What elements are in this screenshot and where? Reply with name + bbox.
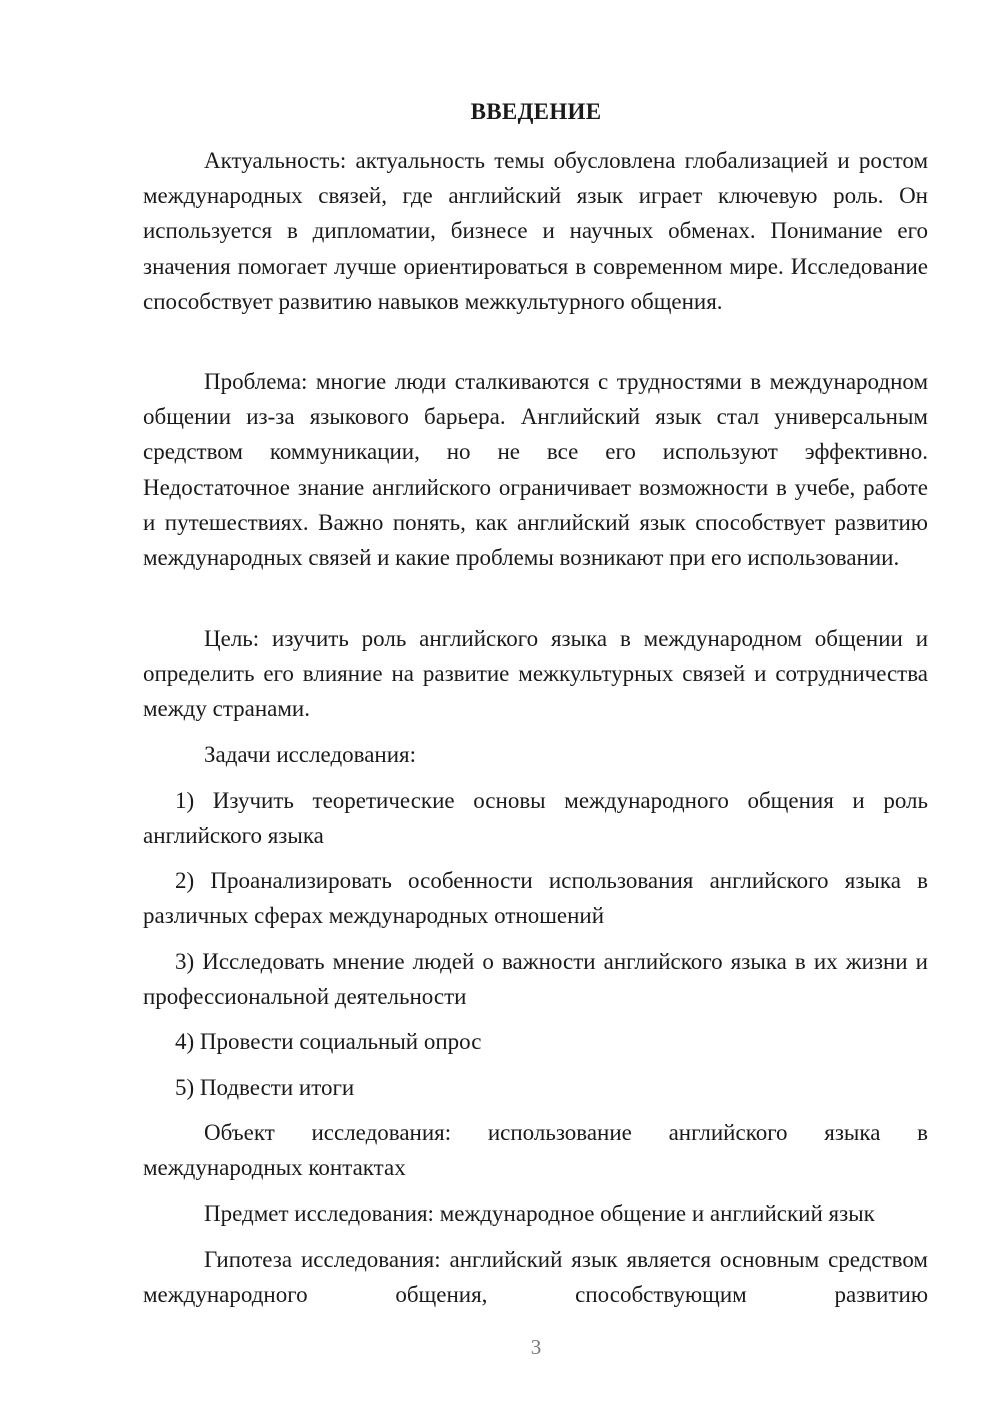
task-item-2: 2) Проанализировать особенности использования английского языка в различных сферах международных отношений <box>143 868 928 929</box>
paragraph-problem: Проблема: многие люди сталкиваются с трудностями в международном общении из-за языкового барьера. Английский язык стал универсальным средством коммуникации, но не все его используют эффективно. Недостаточное знание английского ограничивает возможности в учебе, работе и путешествиях. Важно понять, как английский язык способствует развитию международных связей и какие проблемы возникают при его использовании. <box>143 369 928 571</box>
paragraph-subject: Предмет исследования: международное общение и английский язык <box>204 1201 875 1226</box>
paragraph-object: Объект исследования: использование английского языка в международных контактах <box>143 1120 928 1181</box>
paragraph-relevance: Актуальность: актуальность темы обусловлена глобализацией и ростом международных связей, где английский язык играет ключевую роль. Он используется в дипломатии, бизнесе и научных обменах. Понимание его значения помогает лучше ориентироваться в современном мире. Исследование способствует развитию навыков межкультурного общения. <box>143 148 928 314</box>
task-item-3: 3) Исследовать мнение людей о важности английского языка в их жизни и профессиональной деятельности <box>143 949 928 1010</box>
task-item-5: 5) Подвести итоги <box>175 1075 355 1100</box>
page-title: ВВЕДЕНИЕ <box>470 99 602 124</box>
task-item-4: 4) Провести социальный опрос <box>175 1029 482 1054</box>
page-number: 3 <box>530 1335 542 1359</box>
task-item-1: 1) Изучить теоретические основы международного общения и роль английского языка <box>143 788 928 849</box>
paragraph-tasks-heading: Задачи исследования: <box>204 742 417 767</box>
paragraph-goal: Цель: изучить роль английского языка в международном общении и определить его влияние на развитие межкультурных связей и сотрудничества между странами. <box>143 626 928 722</box>
paragraph-hypothesis: Гипотеза исследования: английский язык является основным средством международного общения, способствующим развитию <box>143 1247 928 1308</box>
